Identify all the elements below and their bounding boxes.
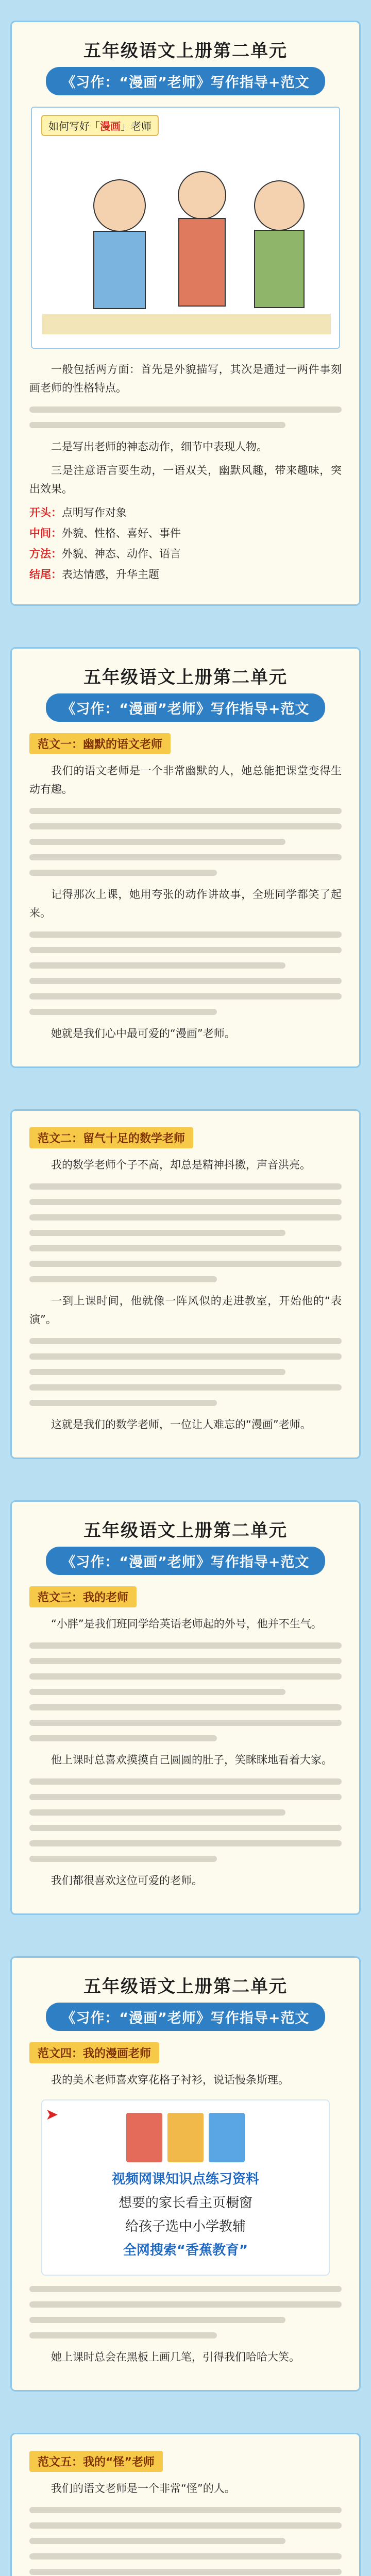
paragraph: 一般包括两方面：首先是外貌描写，其次是通过一两件事刻画老师的性格特点。 <box>29 363 342 394</box>
card-2 <box>10 647 361 1068</box>
card-5 <box>10 1956 361 2392</box>
card-subtitle: 《习作：“漫画”老师》写作指导+范文 <box>46 1547 325 1575</box>
text-lines <box>29 2286 342 2338</box>
paragraph: 我们都很喜欢这位可爱的老师。 <box>51 1874 203 1887</box>
text-lines <box>29 1778 342 1862</box>
paragraph: 二是写出老师的神态动作，细节中表现人物。 <box>51 440 267 453</box>
info-line: 开头：点明写作对象 <box>29 506 127 519</box>
paragraph: 我的数学老师个子不高，却总是精神抖擞，声音洪亮。 <box>51 1159 311 1171</box>
card-title: 五年级语文上册第二单元 <box>83 667 288 688</box>
paragraph: 她就是我们心中最可爱的“漫画”老师。 <box>51 1027 235 1040</box>
card-subtitle: 《习作：“漫画”老师》写作指导+范文 <box>46 693 325 722</box>
teacher-illustration <box>31 107 340 349</box>
book-cover <box>209 2113 245 2162</box>
card-title: 五年级语文上册第二单元 <box>83 1520 288 1541</box>
paragraph: 三是注意语言要生动，一语双关，幽默风趣，带来趣味，突出效果。 <box>29 464 342 495</box>
info-line: 方法：外貌、神态、动作、语言 <box>29 548 181 560</box>
card-subtitle: 《习作：“漫画”老师》写作指导+范文 <box>46 2003 325 2031</box>
promo-line: 想要的家长看主页橱窗 <box>118 2195 252 2211</box>
text-lines <box>29 1642 342 1741</box>
paragraph: “小胖”是我们班同学给英语老师起的外号，他并不生气。 <box>51 1618 322 1630</box>
essay-tag: 范文一：幽默的语文老师 <box>29 733 171 754</box>
promo-line: 给孩子选中小学教辅 <box>125 2219 246 2234</box>
card-header <box>29 1972 342 2031</box>
arrow-icon: ➤ <box>45 2106 59 2124</box>
text-lines <box>29 808 342 876</box>
text-lines <box>29 1338 342 1406</box>
text-lines <box>29 1183 342 1282</box>
book-cover <box>167 2113 204 2162</box>
book-cover <box>126 2113 162 2162</box>
promo-line: 视频网课知识点练习资料 <box>111 2172 259 2187</box>
essay-tag: 范文四：我的漫画老师 <box>29 2042 159 2063</box>
paragraph: 他上课时总喜欢摸摸自己圆圆的肚子，笑眯眯地看着大家。 <box>51 1754 332 1766</box>
card-6 <box>10 2433 361 2576</box>
text-lines <box>29 406 342 428</box>
paragraph: 我的美术老师喜欢穿花格子衬衫，说话慢条斯理。 <box>51 2074 289 2086</box>
info-line: 中间：外貌、性格、喜好、事件 <box>29 527 181 539</box>
essay-tag: 范文二：留气十足的数学老师 <box>29 1127 193 1148</box>
card-header <box>29 663 342 722</box>
paragraph: 我们的语文老师是一个非常幽默的人，她总能把课堂变得生动有趣。 <box>29 765 342 795</box>
paragraph: 这就是我们的数学老师，一位让人难忘的“漫画”老师。 <box>51 1418 311 1431</box>
paragraph: 记得那次上课，她用夸张的动作讲故事，全班同学都笑了起来。 <box>29 888 342 919</box>
paragraph: 她上课时总会在黑板上画几笔，引得我们哈哈大笑。 <box>51 2351 300 2363</box>
card-1 <box>10 21 361 606</box>
card-header <box>29 37 342 95</box>
info-line: 结尾：表达情感，升华主题 <box>29 568 159 581</box>
illustration-caption: 如何写好「漫画」老师 <box>41 115 159 136</box>
promo-line: 全网搜索“香蕉教育” <box>123 2243 248 2258</box>
cartoon-teachers-image <box>32 108 340 349</box>
essay-tag: 范文五：我的“怪”老师 <box>29 2451 163 2472</box>
promo-overlay <box>41 2099 330 2276</box>
text-lines <box>29 2507 342 2576</box>
card-subtitle: 《习作：“漫画”老师》写作指导+范文 <box>46 67 325 95</box>
card-header <box>29 1516 342 1575</box>
card-title: 五年级语文上册第二单元 <box>83 41 288 61</box>
card-3 <box>10 1109 361 1459</box>
card-4 <box>10 1500 361 1915</box>
card-title: 五年级语文上册第二单元 <box>83 1976 288 1997</box>
paragraph: 一到上课时间，他就像一阵风似的走进教室，开始他的“表演”。 <box>29 1295 342 1326</box>
text-lines <box>29 931 342 1015</box>
book-covers <box>55 2113 316 2162</box>
essay-tag: 范文三：我的老师 <box>29 1586 137 1607</box>
paragraph: 我们的语文老师是一个非常“怪”的人。 <box>51 2482 235 2495</box>
